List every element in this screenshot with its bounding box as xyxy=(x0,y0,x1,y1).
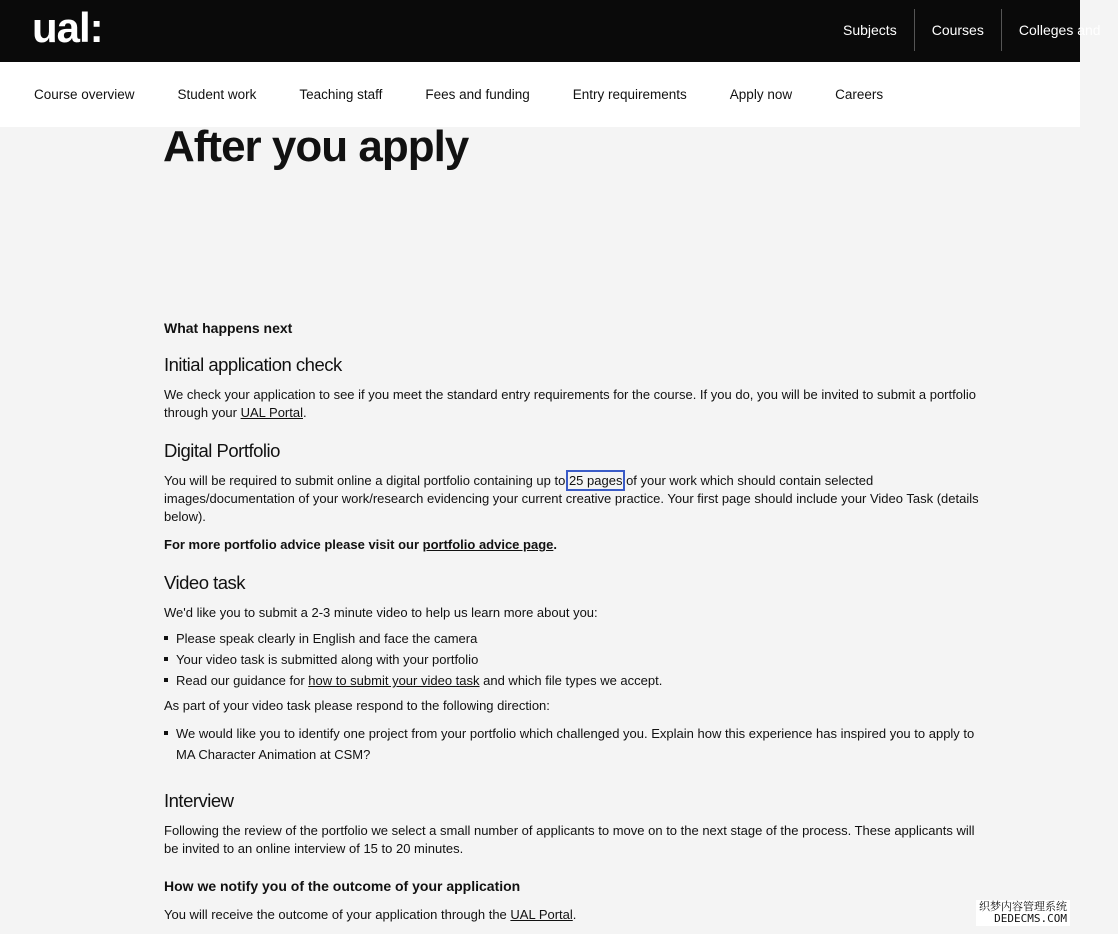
page-title: After you apply xyxy=(163,122,469,171)
video-task-intro: We'd like you to submit a 2-3 minute video to help us learn more about you: xyxy=(164,605,598,620)
nav-colleges[interactable]: Colleges and xyxy=(1018,22,1101,38)
initial-check-text: We check your application to see if you meet the standard entry requirements for the course. If you do, you will be invited to submit a portfolio through your UAL Portal. xyxy=(164,387,976,420)
list-item: Please speak clearly in English and face the camera xyxy=(164,628,979,649)
outcome-text: You will receive the outcome of your application through the UAL Portal. xyxy=(164,907,577,922)
outcome-section xyxy=(164,877,979,924)
subnav-fees-and-funding[interactable]: Fees and funding xyxy=(425,87,530,102)
video-task-section xyxy=(164,572,979,765)
ual-portal-link[interactable]: UAL Portal xyxy=(510,907,573,922)
highlighted-text: 25 pages xyxy=(568,473,623,488)
subnav-entry-requirements[interactable]: Entry requirements xyxy=(572,87,687,102)
subnav-course-overview[interactable]: Course overview xyxy=(34,87,135,102)
initial-check-section xyxy=(164,354,979,422)
direction-list xyxy=(164,723,979,765)
interview-section xyxy=(164,790,979,858)
ual-logo[interactable]: ual: xyxy=(32,4,103,51)
section-label: What happens next xyxy=(164,320,293,336)
digital-portfolio-section xyxy=(164,440,979,554)
video-task-direction: As part of your video task please respond to the following direction: xyxy=(164,698,550,713)
list-item: Your video task is submitted along with your portfolio xyxy=(164,649,979,670)
interview-heading: Interview xyxy=(164,790,234,811)
digital-portfolio-text: You will be required to submit online a digital portfolio containing up to 25 pages of your work which should contain selected images/documentation of your work/research evidencing your current creative practice. Your first page should include your Video Task (details below). xyxy=(164,473,979,524)
site-header xyxy=(0,0,1101,62)
list-item: We would like you to identify one project from your portfolio which challenged you. Explain how this experience has inspired you to apply to MA Character Animation at CSM? xyxy=(164,723,979,765)
subnav-teaching-staff[interactable]: Teaching staff xyxy=(299,87,383,102)
portfolio-advice-link[interactable]: portfolio advice page xyxy=(422,537,554,552)
subnav-careers[interactable]: Careers xyxy=(835,87,884,102)
video-task-heading: Video task xyxy=(164,572,246,593)
course-subnav xyxy=(0,62,1080,127)
nav-subjects[interactable]: Subjects xyxy=(843,22,897,38)
top-nav xyxy=(826,0,1118,62)
digital-portfolio-heading: Digital Portfolio xyxy=(164,440,280,461)
nav-courses[interactable]: Courses xyxy=(931,22,984,38)
initial-check-heading: Initial application check xyxy=(164,354,342,375)
subnav-student-work[interactable]: Student work xyxy=(177,87,257,102)
watermark: 织梦内容管理系统 DEDECMS.COM xyxy=(976,900,1070,926)
ual-portal-link[interactable]: UAL Portal xyxy=(240,405,303,420)
subnav-apply-now[interactable]: Apply now xyxy=(729,87,793,102)
video-guidance-link[interactable]: how to submit your video task xyxy=(308,673,480,688)
video-task-list xyxy=(164,628,979,691)
interview-text: Following the review of the portfolio we select a small number of applicants to move on to the next stage of the process. These applicants will be invited to an online interview of 15 to 20 minutes. xyxy=(164,823,975,856)
portfolio-advice-text: For more portfolio advice please visit our portfolio advice page. xyxy=(164,537,557,552)
outcome-heading: How we notify you of the outcome of your application xyxy=(164,878,521,894)
list-item: Read our guidance for how to submit your video task and which file types we accept. xyxy=(164,670,979,691)
